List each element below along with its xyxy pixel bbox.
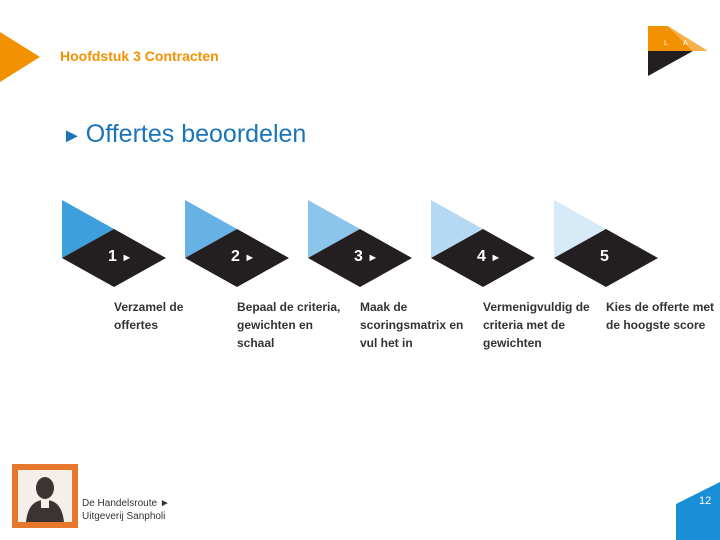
page-heading	[62, 120, 306, 149]
step-3-text: Maak de scoringsmatrix en vul het in	[360, 300, 464, 350]
step-3	[308, 200, 464, 370]
orange-corner-triangle	[0, 32, 40, 82]
step-2	[185, 200, 341, 370]
corner-mark	[648, 26, 708, 76]
step-3-number: 3 ►	[354, 248, 379, 265]
publisher-logo	[12, 464, 78, 528]
step-1-number: 1 ►	[108, 248, 133, 265]
step-5	[554, 200, 715, 370]
step-4	[431, 200, 590, 370]
step-2-text: Bepaal de criteria, gewichten en schaal	[237, 300, 341, 350]
publisher-line-1: De Handelsroute ►	[82, 498, 170, 509]
heading-text: Offertes beoordelen	[85, 120, 307, 148]
step-1	[62, 200, 182, 370]
page-number-badge	[676, 482, 720, 540]
step-4-text: Vermenigvuldig de criteria met de gewichten	[483, 300, 590, 350]
step-5-number: 5	[600, 248, 609, 265]
step-5-text: Kies de offerte met de hoogste score	[606, 300, 715, 332]
step-5-arrow-shape	[554, 200, 674, 300]
step-1-text: Verzamel de offertes	[114, 300, 184, 332]
chapter-title: Hoofdstuk 3 Contracten	[60, 48, 219, 64]
page-number: 12	[699, 495, 712, 507]
corner-mark-right-letter: A	[683, 40, 688, 47]
publisher-name	[82, 497, 170, 523]
heading-arrow-icon: ►	[62, 125, 82, 147]
corner-mark-left-letter: L	[664, 40, 668, 47]
step-2-number: 2 ►	[231, 248, 256, 265]
publisher-line-2: Uitgeverij Sanpholi	[82, 511, 166, 522]
step-4-number: 4 ►	[477, 248, 502, 265]
